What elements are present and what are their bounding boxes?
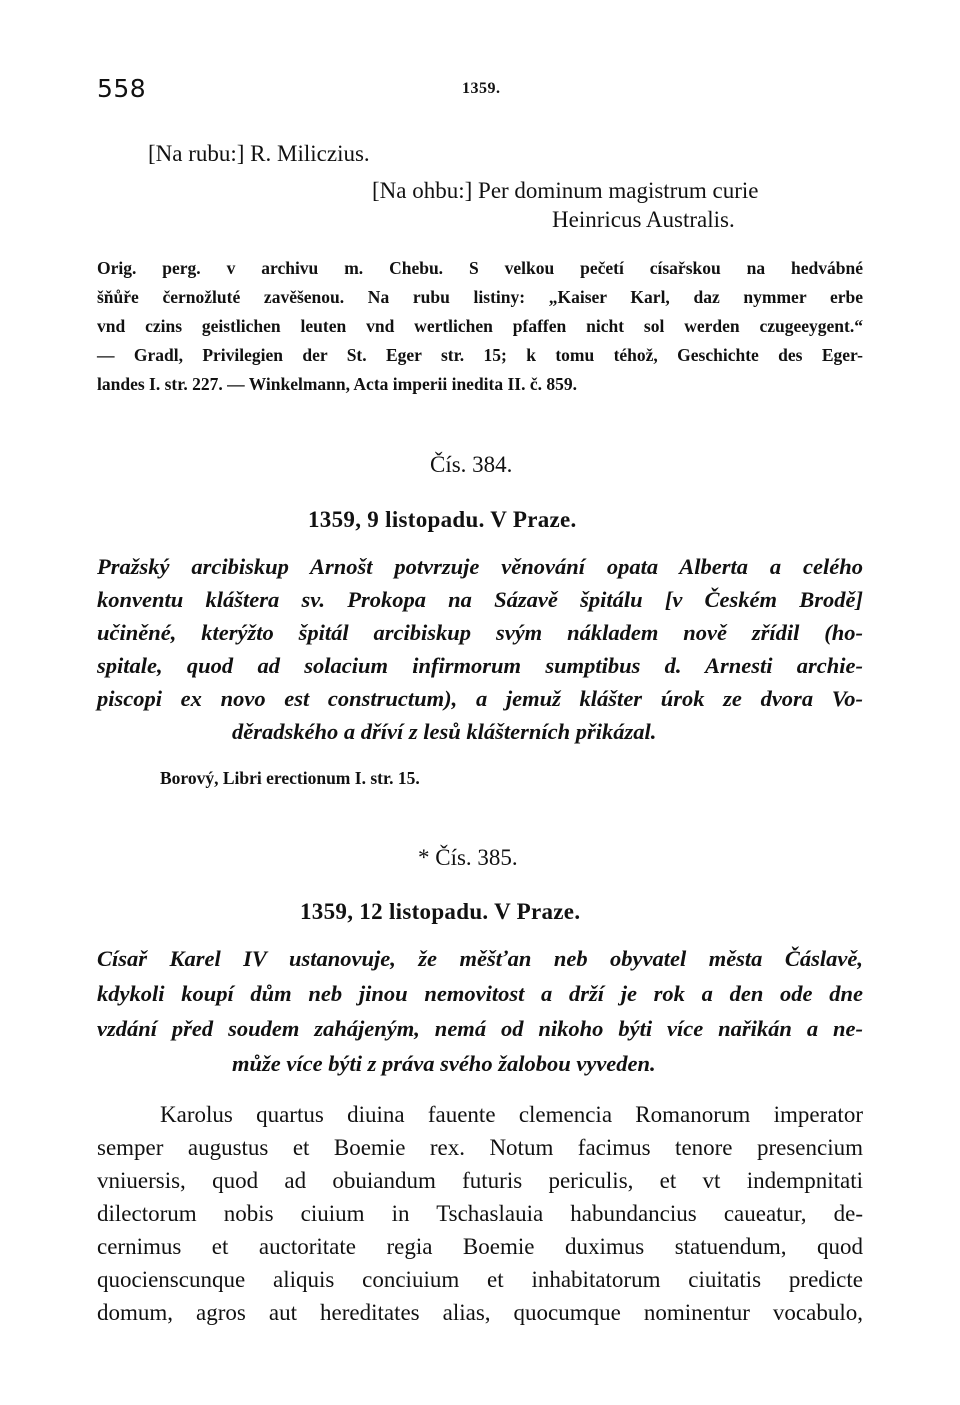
archival-note-line: — Gradl, Privilegien der St. Eger str. 15; k tomu téhož, Geschichte des Eger- [97, 345, 863, 365]
archival-note-line: landes I. str. 227. — Winkelmann, Acta imperii inedita II. č. 859. [97, 374, 578, 394]
document-date-heading: 1359, 12 listopadu. V Praze. [300, 899, 581, 924]
regest-line: vzdání před soudem zahájeným, nemá od nikoho býti více nařikán a ne- [97, 1016, 863, 1041]
archival-note-line: Orig. perg. v archivu m. Chebu. S velkou pečetí císařskou na hedvábné [97, 258, 863, 278]
regest-line: kdykoli koupí dům neb jinou nemovitost a drží je rok a den ode dne [97, 981, 863, 1006]
regest-line: Pražský arcibiskup Arnošt potvrzuje věnování opata Alberta a celého [97, 554, 863, 579]
dorsal-note-line: [Na rubu:] R. Miliczius. [148, 141, 370, 166]
page-number: 558 [97, 74, 147, 103]
body-text-line: domum, agros aut hereditates alias, quocumque nominentur vocabulo, [97, 1300, 863, 1325]
body-text-line: Karolus quartus diuina fauente clemencia Romanorum imperator [160, 1102, 863, 1127]
document-date-heading: 1359, 9 listopadu. V Praze. [308, 507, 577, 532]
body-text-line: cernimus et auctoritate regia Boemie duximus statuendum, quod [97, 1234, 863, 1259]
regest-line: konventu kláštera sv. Prokopa na Sázavě špitálu [v Českém Brodě] [97, 587, 863, 612]
regest-line: učiněné, kterýžto špitál arcibiskup svým nákladem nově zřídil (ho- [97, 620, 863, 645]
body-text-line: quocienscunque aliquis conciuium et inhabitatorum ciuitatis predicte [97, 1267, 863, 1292]
source-citation: Borový, Libri erectionum I. str. 15. [160, 768, 420, 788]
regest-line: může více býti z práva svého žalobou vyveden. [232, 1051, 656, 1076]
regest-line: Císař Karel IV ustanovuje, že měšťan neb obyvatel města Čáslavě, [97, 946, 863, 971]
fold-note-line: [Na ohbu:] Per dominum magistrum curie [372, 178, 759, 203]
fold-note-name: Heinricus Australis. [552, 207, 735, 232]
running-head-year: 1359. [462, 80, 501, 97]
body-text-line: vniuersis, quod ad obuiandum futuris periculis, et vt indempnitati [97, 1168, 863, 1193]
regest-line: piscopi ex novo est constructum), a jemuž klášter úrok ze dvora Vo- [97, 686, 863, 711]
archival-note-line: vnd czins geistlichen leuten vnd wertlichen pfaffen nicht sol werden czugeeygent.“ [97, 316, 863, 336]
body-text-line: semper augustus et Boemie rex. Notum facimus tenore presencium [97, 1135, 863, 1160]
document-number: * Čís. 385. [418, 845, 518, 870]
document-number: Čís. 384. [430, 452, 513, 477]
regest-line: spitale, quod ad solacium infirmorum sumptibus d. Arnesti archie- [97, 653, 863, 678]
body-text-line: dilectorum nobis ciuium in Tschaslauia habundancius caueatur, de- [97, 1201, 863, 1226]
regest-line: děradského a dříví z lesů klášterních přikázal. [232, 719, 657, 744]
archival-note-line: šňůře černožluté zavěšenou. Na rubu listiny: „Kaiser Karl, daz nymmer erbe [97, 287, 863, 307]
